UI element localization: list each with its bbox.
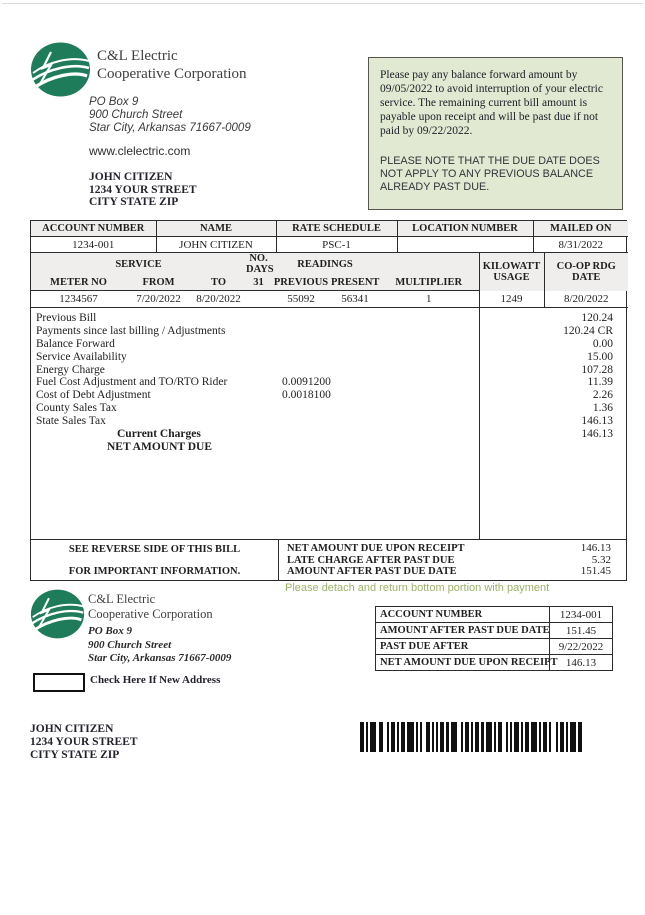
present-value: 56341 [331,291,379,308]
summary-row [279,555,626,567]
charge-amount: 107.28 [581,363,613,376]
late-charge-amount: 5.32 [591,553,611,566]
charge-row [31,325,626,338]
days-value [246,291,271,308]
stub-customer-name: JOHN CITIZEN [30,723,114,735]
charge-rate: 0.0018100 [282,389,331,402]
charge-label: Previous Bill [36,312,97,324]
coop-rdg-date-value: 8/20/2022 [544,291,628,308]
name-value: JOHN CITIZEN [156,237,276,253]
stub-table-row [376,623,613,639]
to-value: 8/20/2022 [191,291,246,308]
days-value-header: 31 [246,275,271,291]
charge-amount: 120.24 [581,312,613,324]
charge-label: Cost of Debt Adjustment [36,389,151,402]
rate-schedule-header: RATE SCHEDULE [276,221,397,237]
charge-rate [282,441,479,454]
stub-table-row [376,639,613,655]
previous-header: PREVIOUS [271,275,331,291]
mailed-on-value: 8/31/2022 [533,237,628,253]
from-header: FROM [126,275,191,291]
new-address-checkbox[interactable] [33,673,85,692]
previous-value: 55092 [271,291,331,308]
charge-label: Balance Forward [36,337,115,350]
rate-schedule-value: PSC-1 [276,237,397,253]
stub-company-name-line2: Cooperative Corporation [88,606,213,621]
coop-line1: CO-OP RDG [556,260,616,272]
stub-customer-city: CITY STATE ZIP [30,749,120,761]
bill-detail-block [30,220,627,581]
barcode-bar [578,722,582,752]
stub-company-name-line1: C&L Electric [88,592,156,606]
charge-rate [282,351,479,364]
reverse-side-note [31,540,279,580]
net-due-receipt-amount: 146.13 [580,542,611,554]
charges-section [31,308,626,539]
charge-amount: 1.36 [592,402,613,415]
service-group-header: SERVICE [31,253,246,275]
stub-net-due-receipt-value: 146.13 [550,655,613,671]
new-address-checkbox-label: Check Here If New Address [90,674,221,686]
notice-paragraph-1: Please pay any balance forward amount by 09/05/2022 to avoid interruption of your electric service. The remaining current bill amount is payable upon receipt and will be past due if not paid by 09/22/2022. [380,69,603,137]
kilowatt-line1: KILOWATT [482,260,541,272]
charge-rate [282,402,479,415]
charge-row [31,338,626,351]
stub-table-row [376,607,613,623]
service-group-header-row [31,253,628,275]
late-charge-label: LATE CHARGE AFTER PAST DUE [287,554,455,566]
charge-label: Service Availability [36,350,127,363]
customer-city: CITY STATE ZIP [89,196,179,208]
company-address-line: Star City, Arkansas 71667-0009 [89,122,251,134]
mailed-on-header: MAILED ON [533,221,628,237]
charge-row [31,351,626,364]
company-name-line2: Cooperative Corporation [97,65,247,82]
charge-label: County Sales Tax [36,402,117,415]
notice-paragraph-2: PLEASE NOTE THAT THE DUE DATE DOES NOT APPLY TO ANY PREVIOUS BALANCE ALREADY PAST DUE. [380,155,600,193]
summary-section [31,539,626,580]
coop-rdg-date-header [544,253,628,291]
charge-amount [479,441,628,454]
stub-amount-after-due-value: 151.45 [550,623,613,639]
company-website: www.clelectric.com [89,144,191,158]
company-logo-icon [30,42,91,102]
account-number-value: 1234-001 [31,237,156,253]
detach-message: Please detach and return bottom portion with payment [285,582,550,594]
multiplier-value: 1 [379,291,479,308]
charge-rate [282,428,479,441]
charge-row [31,415,626,428]
amount-after-due-label: AMOUNT AFTER PAST DUE DATE [287,566,457,577]
stub-company-name [88,592,213,621]
kilowatt-usage-value: 1249 [479,291,544,308]
stub-account-number-label: ACCOUNT NUMBER [376,607,550,623]
charge-label: State Sales Tax [36,415,106,428]
summary-amounts [279,540,626,580]
service-readings-table [31,253,628,308]
stub-amounts-table [375,606,613,671]
company-address [89,96,251,135]
charge-row [31,389,626,402]
reverse-side-line2: FOR IMPORTANT INFORMATION. [68,566,241,577]
net-due-receipt-label: NET AMOUNT DUE UPON RECEIPT [287,543,465,554]
charges-divider-line [479,308,480,539]
stub-company-address-line: PO Box 9 [88,625,132,637]
multiplier-header: MULTIPLIER [379,275,479,291]
account-info-value-row [31,237,628,253]
charge-amount: 120.24 CR [563,324,613,337]
charge-rate: 0.0091200 [282,376,331,389]
customer-name: JOHN CITIZEN [89,171,173,183]
charge-rate [282,364,479,377]
customer-street: 1234 YOUR STREET [89,183,197,196]
company-name [97,48,247,83]
location-number-value [397,237,533,253]
stub-customer-address-block [30,723,138,762]
stub-past-due-after-value: 9/22/2022 [550,639,613,655]
meter-no-header: METER NO [31,275,126,291]
from-value: 7/20/2022 [126,291,191,308]
charge-label: Current Charges [117,428,201,441]
charge-rate [282,338,479,351]
charge-row [31,364,626,377]
stub-amount-after-due-label: AMOUNT AFTER PAST DUE DATE [376,623,550,639]
account-number-header: ACCOUNT NUMBER [31,221,156,237]
stub-net-due-receipt-label: NET AMOUNT DUE UPON RECEIPT [376,655,550,671]
charge-row [31,376,626,389]
stub-company-address [88,625,231,666]
no-days-header [246,253,274,275]
page-top-edge [2,3,643,4]
charge-label: Energy Charge [36,363,105,376]
present-header: PRESENT [331,275,379,291]
charge-row [31,402,626,415]
barcode-icon [360,722,582,752]
stub-table-row [376,655,613,671]
account-info-table [31,221,628,253]
amount-after-due-amount: 151.45 [580,565,611,577]
no-days-line2: DAYS [246,264,274,275]
multiplier-spacer [379,253,479,275]
meter-no-value: 1234567 [31,291,126,308]
location-number-header: LOCATION NUMBER [397,221,533,237]
charge-label: NET AMOUNT DUE [107,440,213,453]
company-address-line: PO Box 9 [89,96,139,108]
stub-company-address-line: Star City, Arkansas 71667-0009 [88,652,232,664]
kilowatt-usage-header [479,253,544,291]
charge-row [31,312,626,325]
reverse-side-line1: SEE REVERSE SIDE OF THIS BILL [68,544,241,555]
coop-line2: DATE [572,271,601,283]
summary-row [279,566,626,578]
charge-rate [282,312,479,325]
stub-company-address-line: 900 Church Street [88,638,172,651]
no-days-line1: NO. [249,253,268,264]
readings-group-header: READINGS [271,253,379,275]
charge-amount: 146.13 [581,428,613,441]
stub-past-due-after-label: PAST DUE AFTER [376,639,550,655]
charge-row [31,428,626,441]
charge-rate [282,325,479,338]
charge-amount: 2.26 [592,389,613,402]
company-address-line: 900 Church Street [89,109,183,121]
service-data-row [31,291,628,308]
charge-label: Fuel Cost Adjustment and TO/RTO Rider [36,376,228,389]
to-header: TO [191,275,246,291]
charge-amount: 11.39 [587,376,613,389]
summary-row [279,543,626,555]
stub-account-number-value: 1234-001 [550,607,613,623]
charge-amount: 146.13 [581,415,613,428]
charge-row [31,441,626,454]
customer-address-block [89,171,197,209]
stub-company-logo-icon [30,588,85,645]
kilowatt-line2: USAGE [493,271,530,283]
charge-amount: 0.00 [592,337,613,350]
charge-label: Payments since last billing / Adjustments [36,324,226,337]
charge-amount: 15.00 [587,350,613,363]
stub-customer-street: 1234 YOUR STREET [30,736,138,748]
charge-rate [282,415,479,428]
name-header: NAME [156,221,276,237]
company-name-line1: C&L Electric [97,48,178,64]
account-info-header-row [31,221,628,237]
payment-notice-box [368,57,623,210]
